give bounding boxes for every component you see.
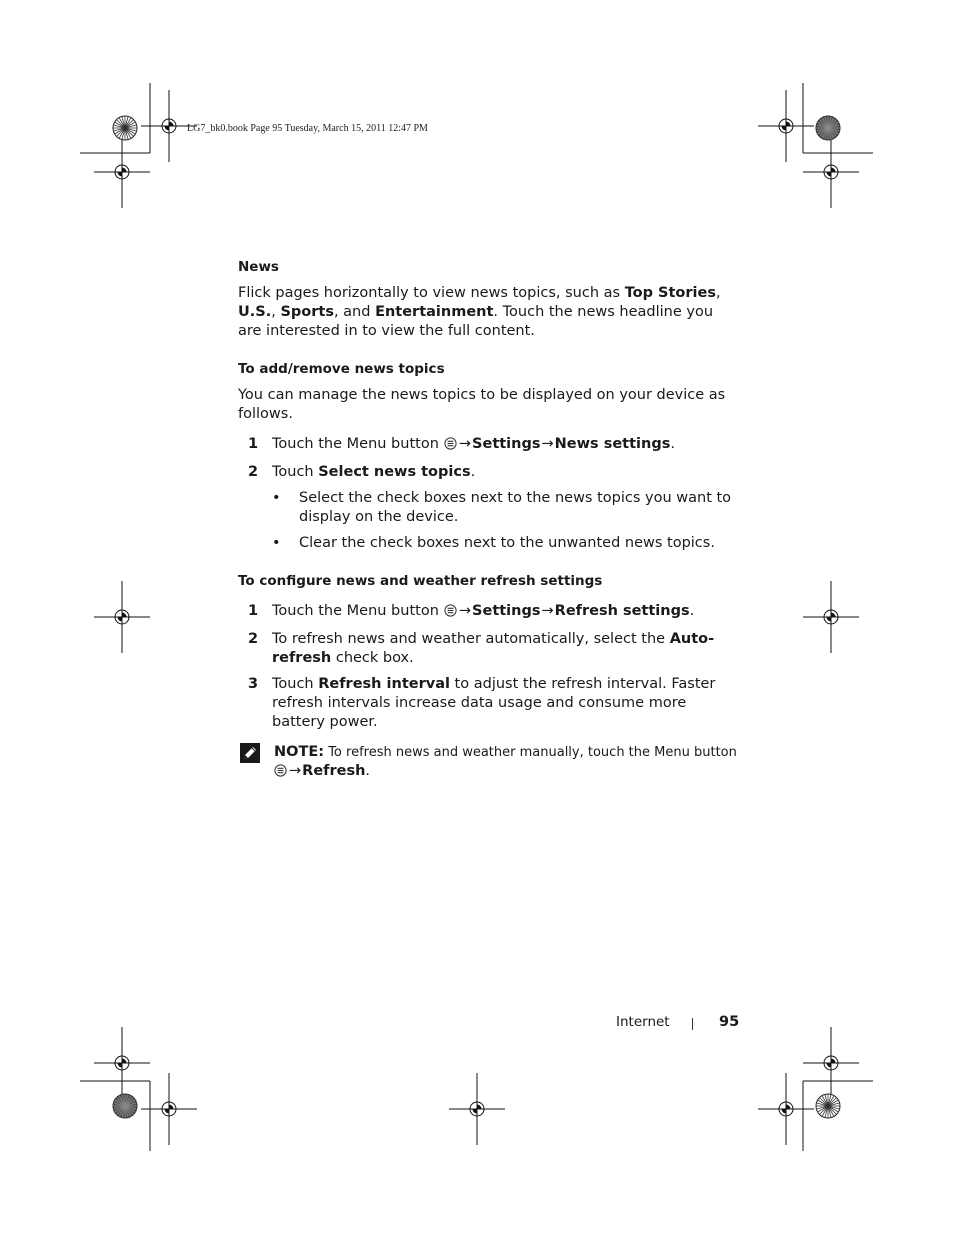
print-slug-line: LG7_bk0.book Page 95 Tuesday, March 15, 2011 12:47 PM [187,123,428,134]
note-pencil-icon [240,743,260,769]
starburst-mark-icon [113,1094,137,1118]
menu-button-icon [274,764,288,783]
configure-heading: To configure news and weather refresh settings [238,573,603,589]
menu-button-icon [444,604,458,623]
page-content [238,258,738,783]
registration-mark-icon [449,1073,505,1145]
news-heading: News [238,259,279,275]
registration-mark-icon [94,581,150,653]
note-block: NOTE: To refresh news and weather manually, touch the Menu button →Refresh. [238,743,738,783]
registration-mark-icon [94,136,150,208]
bullet-item: • Clear the check boxes next to the unwanted news topics. [272,535,715,551]
registration-mark-icon [803,1027,859,1099]
registration-mark-icon [758,90,814,162]
footer-separator [692,1018,693,1030]
registration-mark-icon [141,1073,197,1145]
configure-step-3: 3 Touch Refresh interval to adjust the refresh interval. Faster refresh intervals increase data usage and consume more battery power. [248,676,716,730]
registration-mark-icon [94,1027,150,1099]
add-remove-heading: To add/remove news topics [238,361,445,377]
starburst-mark-icon [816,116,840,140]
note-label: NOTE: [274,744,325,760]
news-paragraph: Flick pages horizontally to view news topics, such as Top Stories, U.S., Sports, and Entertainment. Touch the news headline you are interested in to view the full content. [238,285,721,339]
footer-section-name: Internet [616,1014,670,1030]
add-remove-intro: You can manage the news topics to be displayed on your device as follows. [238,387,726,422]
page-number: 95 [719,1014,740,1030]
registration-mark-icon [758,1073,814,1145]
add-remove-step-1: 1 Touch the Menu button →Settings→News settings. [238,435,738,456]
note-text: To refresh news and weather manually, touch the Menu button [324,745,737,760]
bullet-item: • Select the check boxes next to the news topics you want to display on the device. [272,490,732,525]
registration-mark-icon [803,581,859,653]
configure-step-1: 1 Touch the Menu button →Settings→Refresh settings. [238,602,738,623]
registration-mark-icon [803,136,859,208]
starburst-mark-icon [816,1094,840,1118]
menu-button-icon [444,437,458,456]
configure-step-2: 2 To refresh news and weather automatically, select the Auto-refresh check box. [248,631,715,666]
starburst-mark-icon [113,116,137,140]
add-remove-step-2: 2 Touch Select news topics. [248,464,476,480]
